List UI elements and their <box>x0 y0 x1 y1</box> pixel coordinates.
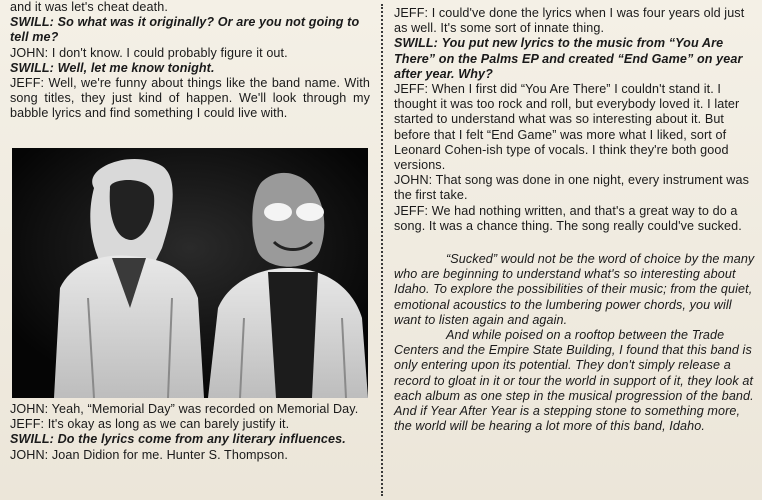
speaker-label: JEFF: <box>394 82 429 97</box>
speaker-label: JOHN: <box>10 45 49 60</box>
line-text: So what was it originally? Or are you not going to tell me? <box>10 15 360 45</box>
line-swill-2 <box>10 61 370 76</box>
line-jeff-3 <box>394 6 758 36</box>
line-text: You put new lyrics to the music from “You Are There” on the Palms EP and created “End Game” on year after year. Why? <box>394 36 743 81</box>
speaker-label: JOHN: <box>394 173 433 188</box>
speaker-label: SWILL: <box>10 15 54 30</box>
line-swill-3 <box>10 432 370 447</box>
line-text: Well, we're funny about things like the band name. With song titles, they just kind of happen. We'll look through my babble lyrics and find something I could live with. <box>10 76 370 121</box>
speaker-label: JEFF: <box>10 76 45 91</box>
line-continuation <box>10 0 370 15</box>
line-john-1 <box>10 46 370 61</box>
line-john-3 <box>10 448 370 463</box>
speaker-label: JOHN: <box>10 447 49 462</box>
line-text: Well, let me know tonight. <box>57 60 215 75</box>
speaker-label: SWILL: <box>394 36 438 51</box>
right-column <box>394 6 758 434</box>
line-jeff-4 <box>394 82 758 173</box>
line-swill-4 <box>394 36 758 82</box>
line-jeff-1 <box>10 76 370 122</box>
speaker-label: SWILL: <box>10 60 54 75</box>
line-jeff-2 <box>10 417 370 432</box>
line-swill-1 <box>10 15 370 45</box>
speaker-label: JEFF: <box>394 203 429 218</box>
band-photo <box>12 148 368 398</box>
speaker-label: JEFF: <box>394 6 429 20</box>
line-text: I don't know. I could probably figure it out. <box>51 45 288 60</box>
speaker-label: JOHN: <box>10 402 49 416</box>
closing-paragraph-2: And while poised on a rooftop between the Trade Centers and the Empire State Building, I found that this band is only entering upon its potential. They don't simply release a record to gloat in it or tour the world in support of it, they look at each album as one step in the musical progression of the band. And if Year After Year is a stepping stone to something more, the world will be hearing a lot more of this band, Idaho. <box>394 328 754 434</box>
line-text: I could've done the lyrics when I was four years old just as well. It's some sort of innate thing. <box>394 6 745 36</box>
line-text: It's okay as long as we can barely justify it. <box>47 417 290 432</box>
line-text: Do the lyrics come from any literary influences. <box>57 432 346 447</box>
line-jeff-5 <box>394 204 758 234</box>
speaker-label: JEFF: <box>10 417 45 432</box>
line-text: Yeah, “Memorial Day” was recorded on Memorial Day. <box>51 402 359 416</box>
line-john-2 <box>10 402 370 417</box>
left-column-lower <box>10 402 370 463</box>
line-text: When I first did “You Are There” I couldn't stand it. I thought it was too rock and roll, but everybody loved it. I later started to understand what was so interesting about it. But before that I felt “End Game” was more what I liked, sort of Leonard Cohen-ish type of vocals. I think they're both good versions. <box>394 82 740 173</box>
line-text: Joan Didion for me. Hunter S. Thompson. <box>51 447 288 462</box>
line-text: That song was done in one night, every instrument was the first take. <box>394 173 749 203</box>
line-text: and it was let's cheat death. <box>10 0 168 14</box>
line-text: We had nothing written, and that's a great way to do a song. It was a chance thing. The song really could've sucked. <box>394 203 742 233</box>
column-divider <box>381 4 383 496</box>
line-john-4 <box>394 173 758 203</box>
left-column <box>10 0 370 122</box>
speaker-label: SWILL: <box>10 432 54 447</box>
paragraph-gap <box>394 234 758 252</box>
closing-paragraph-1: “Sucked” would not be the word of choice by the many who are beginning to understand what's so interesting about Idaho. To explore the possibilities of their music; from the quiet, emotional acoustics to the lumbering power chords, you will want to listen again and again. <box>394 252 755 327</box>
